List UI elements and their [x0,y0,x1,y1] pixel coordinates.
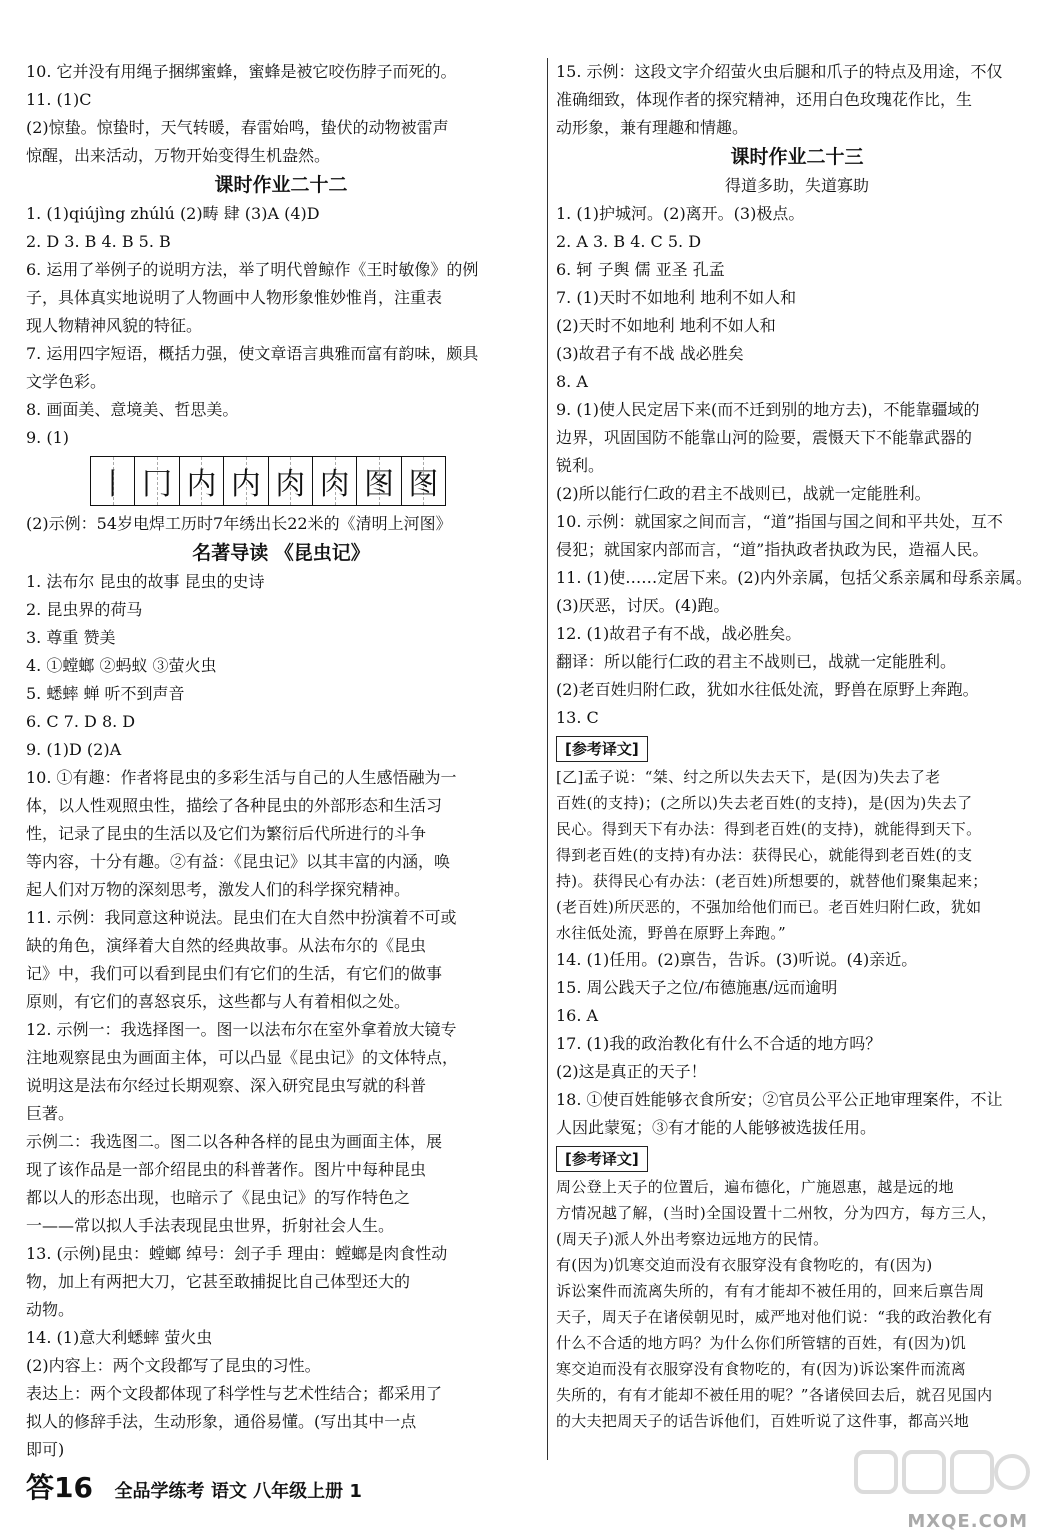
answer-line: 物，加上有两把大刀，它甚至敢捕捉比自己体型还大的 [26,1272,411,1291]
translation-line: 方情况越了解，(当时)全国设置十二州牧，分为四方，每方三人， [556,1204,997,1222]
answer-line: 10. ①有趣：作者将昆虫的多彩生活与自己的人生感悟融为一 [26,768,457,787]
answer-line: 7. 运用四字短语，概括力强，使文章语言典雅而富有韵味，颇具 [26,344,479,363]
answer-line: 2. 昆虫界的荷马 [26,600,143,619]
answer-line: 体，以人性观照虫性，描绘了各种昆虫的外部形态和生活习 [26,796,443,815]
translation-line: 的大夫把周天子的话告诉他们，百姓听说了这件事，都高兴地 [556,1412,970,1430]
answer-line: 起人们对万物的深刻思考，激发人们的科学探究精神。 [26,880,411,899]
answer-line: 边界，巩固国防不能靠山河的险要，震慑天下不能靠武器的 [556,428,973,447]
right-column [556,58,1038,1434]
section-heading-hw23: 课时作业二十三 [730,146,864,168]
translation-line: 百姓(的支持)；(之所以)失去老百姓(的支持)，是(因为)失去了 [556,794,973,812]
answer-line: 锐利。 [556,456,605,475]
answer-line: 12. 示例一：我选择图一。图一以法布尔在室外拿着放大镜专 [26,1020,457,1039]
reference-translation-1 [556,764,1038,946]
answer-line: (3)厌恶，讨厌。(4)跑。 [556,596,730,615]
answer-line: 13. (示例)昆虫：螳螂 绰号：刽子手 理由：螳螂是肉食性动 [26,1244,448,1263]
answer-line: 现人物精神风貌的特征。 [26,316,203,335]
answer-line: 现了该作品是一部介绍昆虫的科普著作。图片中每种昆虫 [26,1160,427,1179]
answer-line: 9. (1)D (2)A [26,740,122,759]
answer-line: 原则，有它们的喜怒哀乐，这些都与人有着相似之处。 [26,992,411,1011]
answer-line: 拟人的修辞手法，生动形象，通俗易懂。(写出其中一点 [26,1412,417,1431]
answer-line: 3. 尊重 赞美 [26,628,116,647]
section-heading-hw22: 课时作业二十二 [214,174,348,196]
answer-line: 13. C [556,708,599,727]
answer-line: 14. (1)任用。(2)禀告，告诉。(3)听说。(4)亲近。 [556,950,918,969]
answer-line: 15. 周公践天子之位/布德施惠/远而逾明 [556,978,838,997]
answer-line: 10. 示例：就国家之间而言，“道”指国与国之间和平共处，互不 [556,512,1003,531]
answer-line: 12. (1)故君子有不战，战必胜矣。 [556,624,802,643]
stroke-order-grid [90,456,446,506]
answer-line: (2)所以能行仁政的君主不战则已，战就一定能胜利。 [556,484,931,503]
hw23-answers-continued [556,946,1038,1142]
translation-line: (周天子)派人外出考察边远地方的民情。 [556,1230,829,1248]
answer-line: 8. 画面美、意境美、哲思美。 [26,400,239,419]
answer-line: 2. D 3. B 4. B 5. B [26,232,171,251]
answer-line: 14. (1)意大利蟋蟀 萤火虫 [26,1328,213,1347]
answer-line: 表达上：两个文段都体现了科学性与艺术性结合；都采用了 [26,1384,443,1403]
answer-line: 人因此蒙冤；③有才能的人能够被选拔任用。 [556,1118,877,1137]
section-subtitle: 得道多助，失道寡助 [724,176,869,195]
answer-line: 2. A 3. B 4. C 5. D [556,232,702,251]
answer-line: 注地观察昆虫为画面主体，可以凸显《昆虫记》的文体特点， [26,1048,459,1067]
answer-line: 一——常以拟人手法表现昆虫世界，折射社会人生。 [26,1216,395,1235]
book-info: 全品学练考 语文 八年级上册 1 [114,1481,362,1502]
answer-line: 等内容，十分有趣。②有益：《昆虫记》以其丰富的内涵，唤 [26,852,451,871]
answer-line: 1. 法布尔 昆虫的故事 昆虫的史诗 [26,572,265,591]
answer-line: (2)老百姓归附仁政，犹如水往低处流，野兽在原野上奔跑。 [556,680,979,699]
answer-line: 动形象，兼有理趣和情趣。 [556,118,749,137]
reference-translation-2 [556,1174,1038,1434]
hw23-answers [556,200,1038,732]
answer-line: 都以人的形态出现，也暗示了《昆虫记》的写作特色之 [26,1188,411,1207]
page-footer [26,1466,362,1506]
translation-line: 持)。获得民心有办法：(老百姓)所想要的，就替他们聚集起来； [556,872,988,890]
translation-line: [乙]孟子说：“桀、纣之所以失去天下，是(因为)失去了老 [556,768,941,786]
stroke-cell: 图 [357,457,401,505]
reference-translation-label: [参考译文] [556,1146,648,1172]
translation-line: 天子，周天子在诸侯朝见时，威严地对他们说：“我的政治教化有 [556,1308,993,1326]
answer-line: 10. 它并没有用绳子捆绑蜜蜂，蜜蜂是被它咬伤脖子而死的。 [26,62,457,81]
stroke-cell: 内 [224,457,268,505]
answer-line: (3)故君子有不战 战必胜矣 [556,344,744,363]
column-divider [547,58,548,1460]
translation-line: 失所的，有有才能却不被任用的呢？”各诸侯回去后，就召见国内 [556,1386,993,1404]
answer-line: 6. 运用了举例子的说明方法，举了明代曾鲸作《王时敏像》的例 [26,260,479,279]
answer-line: 9. (1)使人民定居下来(而不迁到别的地方去)，不能靠疆域的 [556,400,980,419]
stroke-cell: 肉 [269,457,313,505]
answer-line: 18. ①使百姓能够衣食所安；②官员公平公正地审理案件，不让 [556,1090,1003,1109]
translation-line: 诉讼案件而流离失所的，有有才能却不被任用的，回来后禀告周 [556,1282,985,1300]
section-heading-mingzhu: 名著导读 《昆虫记》 [192,542,370,564]
answer-line: 11. (1)C [26,90,92,109]
stroke-cell: 丨 [91,457,135,505]
translation-line: 周公登上天子的位置后，遍布德化，广施恩惠，越是远的地 [556,1178,954,1196]
answer-line: 16. A [556,1006,599,1025]
translation-line: 有(因为)饥寒交迫而没有衣服穿没有食物吃的，有(因为) [556,1256,933,1274]
answer-line: 巨著。 [26,1104,75,1123]
answer-line: 侵犯；就国家内部而言，“道”指执政者执政为民，造福人民。 [556,540,989,559]
answer-line: 即可) [26,1440,65,1459]
stroke-cell: 图 [402,457,445,505]
translation-line: 什么不合适的地方吗？为什么你们所管辖的百姓，有(因为)饥 [556,1334,967,1352]
answer-line: 17. (1)我的政治教化有什么不合适的地方吗？ [556,1034,882,1053]
answer-line: 记》中，我们可以看到昆虫们有它们的生活，有它们的做事 [26,964,443,983]
answer-line: 6. 轲 子舆 儒 亚圣 孔孟 [556,260,725,279]
answer-line: 文学色彩。 [26,372,107,391]
hw22-answers [26,200,536,452]
answer-line: (2)天时不如地利 地利不如人和 [556,316,776,335]
answer-line: 5. 蟋蟀 蝉 听不到声音 [26,684,185,703]
answer-line: 准确细致，体现作者的探究精神，还用白色玫瑰花作比，生 [556,90,973,109]
answer-line: 1. (1)qiújìng zhúlú (2)畴 肆 (3)A (4)D [26,204,320,223]
answer-line: 11. 示例：我同意这种说法。昆虫们在大自然中扮演着不可或 [26,908,457,927]
answer-line: 8. A [556,372,588,391]
answer-line: 性，记录了昆虫的生活以及它们为繁衍后代所进行的斗争 [26,824,427,843]
answer-line: 15. 示例：这段文字介绍萤火虫后腿和爪子的特点及用途，不仅 [556,62,1003,81]
translation-line: 民心。得到天下有办法：得到老百姓(的支持)，就能得到天下。 [556,820,982,838]
stroke-cell: 肉 [313,457,357,505]
translation-line: (老百姓)所厌恶的，不强加给他们而已。老百姓归附仁政，犹如 [556,898,982,916]
answer-line: (2)示例：54岁电焊工历时7年绣出长22米的《清明上河图》 [26,514,452,533]
answer-line: 动物。 [26,1300,75,1319]
translation-line: 寒交迫而没有衣服穿没有食物吃的，有(因为)诉讼案件而流离 [556,1360,967,1378]
answer-line: (2)惊蛰。惊蛰时，天气转暖，春雷始鸣，蛰伏的动物被雷声 [26,118,449,137]
left-top-answers [26,58,536,170]
answer-line: 7. (1)天时不如地利 地利不如人和 [556,288,797,307]
answer-line: 11. (1)使……定居下来。(2)内外亲属，包括父系亲属和母系亲属。 [556,568,1032,587]
watermark-text: MXQE.COM [907,1511,1028,1532]
answer-line: 6. C 7. D 8. D [26,712,136,731]
stroke-cell: 冂 [135,457,179,505]
stroke-cell: 内 [180,457,224,505]
page-number: 答16 [26,1471,93,1504]
answer-line: 说明这是法布尔经过长期观察、深入研究昆虫写就的科普 [26,1076,427,1095]
answer-line: (2)内容上：两个文段都写了昆虫的习性。 [26,1356,321,1375]
answer-line: 子，具体真实地说明了人物画中人物形象惟妙惟肖，注重表 [26,288,443,307]
reference-translation-label: [参考译文] [556,736,648,762]
watermark-icon [852,1446,1032,1514]
answer-line: 惊醒，出来活动，万物开始变得生机盎然。 [26,146,331,165]
answer-line: 示例二：我选图二。图二以各种各样的昆虫为画面主体，展 [26,1132,443,1151]
translation-line: 得到老百姓(的支持)有办法：获得民心，就能得到老百姓(的支 [556,846,973,864]
answer-line: 1. (1)护城河。(2)离开。(3)极点。 [556,204,805,223]
answer-line: 缺的角色，演绎着大自然的经典故事。从法布尔的《昆虫 [26,936,427,955]
watermark-logo [852,1446,1032,1514]
mingzhu-answers [26,568,536,1464]
left-column [26,58,536,1464]
translation-line: 水往低处流，野兽在原野上奔跑。” [556,924,786,942]
answer-line: 翻译：所以能行仁政的君主不战则已，战就一定能胜利。 [556,652,957,671]
answer-line: 9. (1) [26,428,70,447]
answer-line: 4. ①螳螂 ②蚂蚁 ③萤火虫 [26,656,217,675]
right-top-answers [556,58,1038,142]
answer-line: (2)这是真正的天子！ [556,1062,707,1081]
